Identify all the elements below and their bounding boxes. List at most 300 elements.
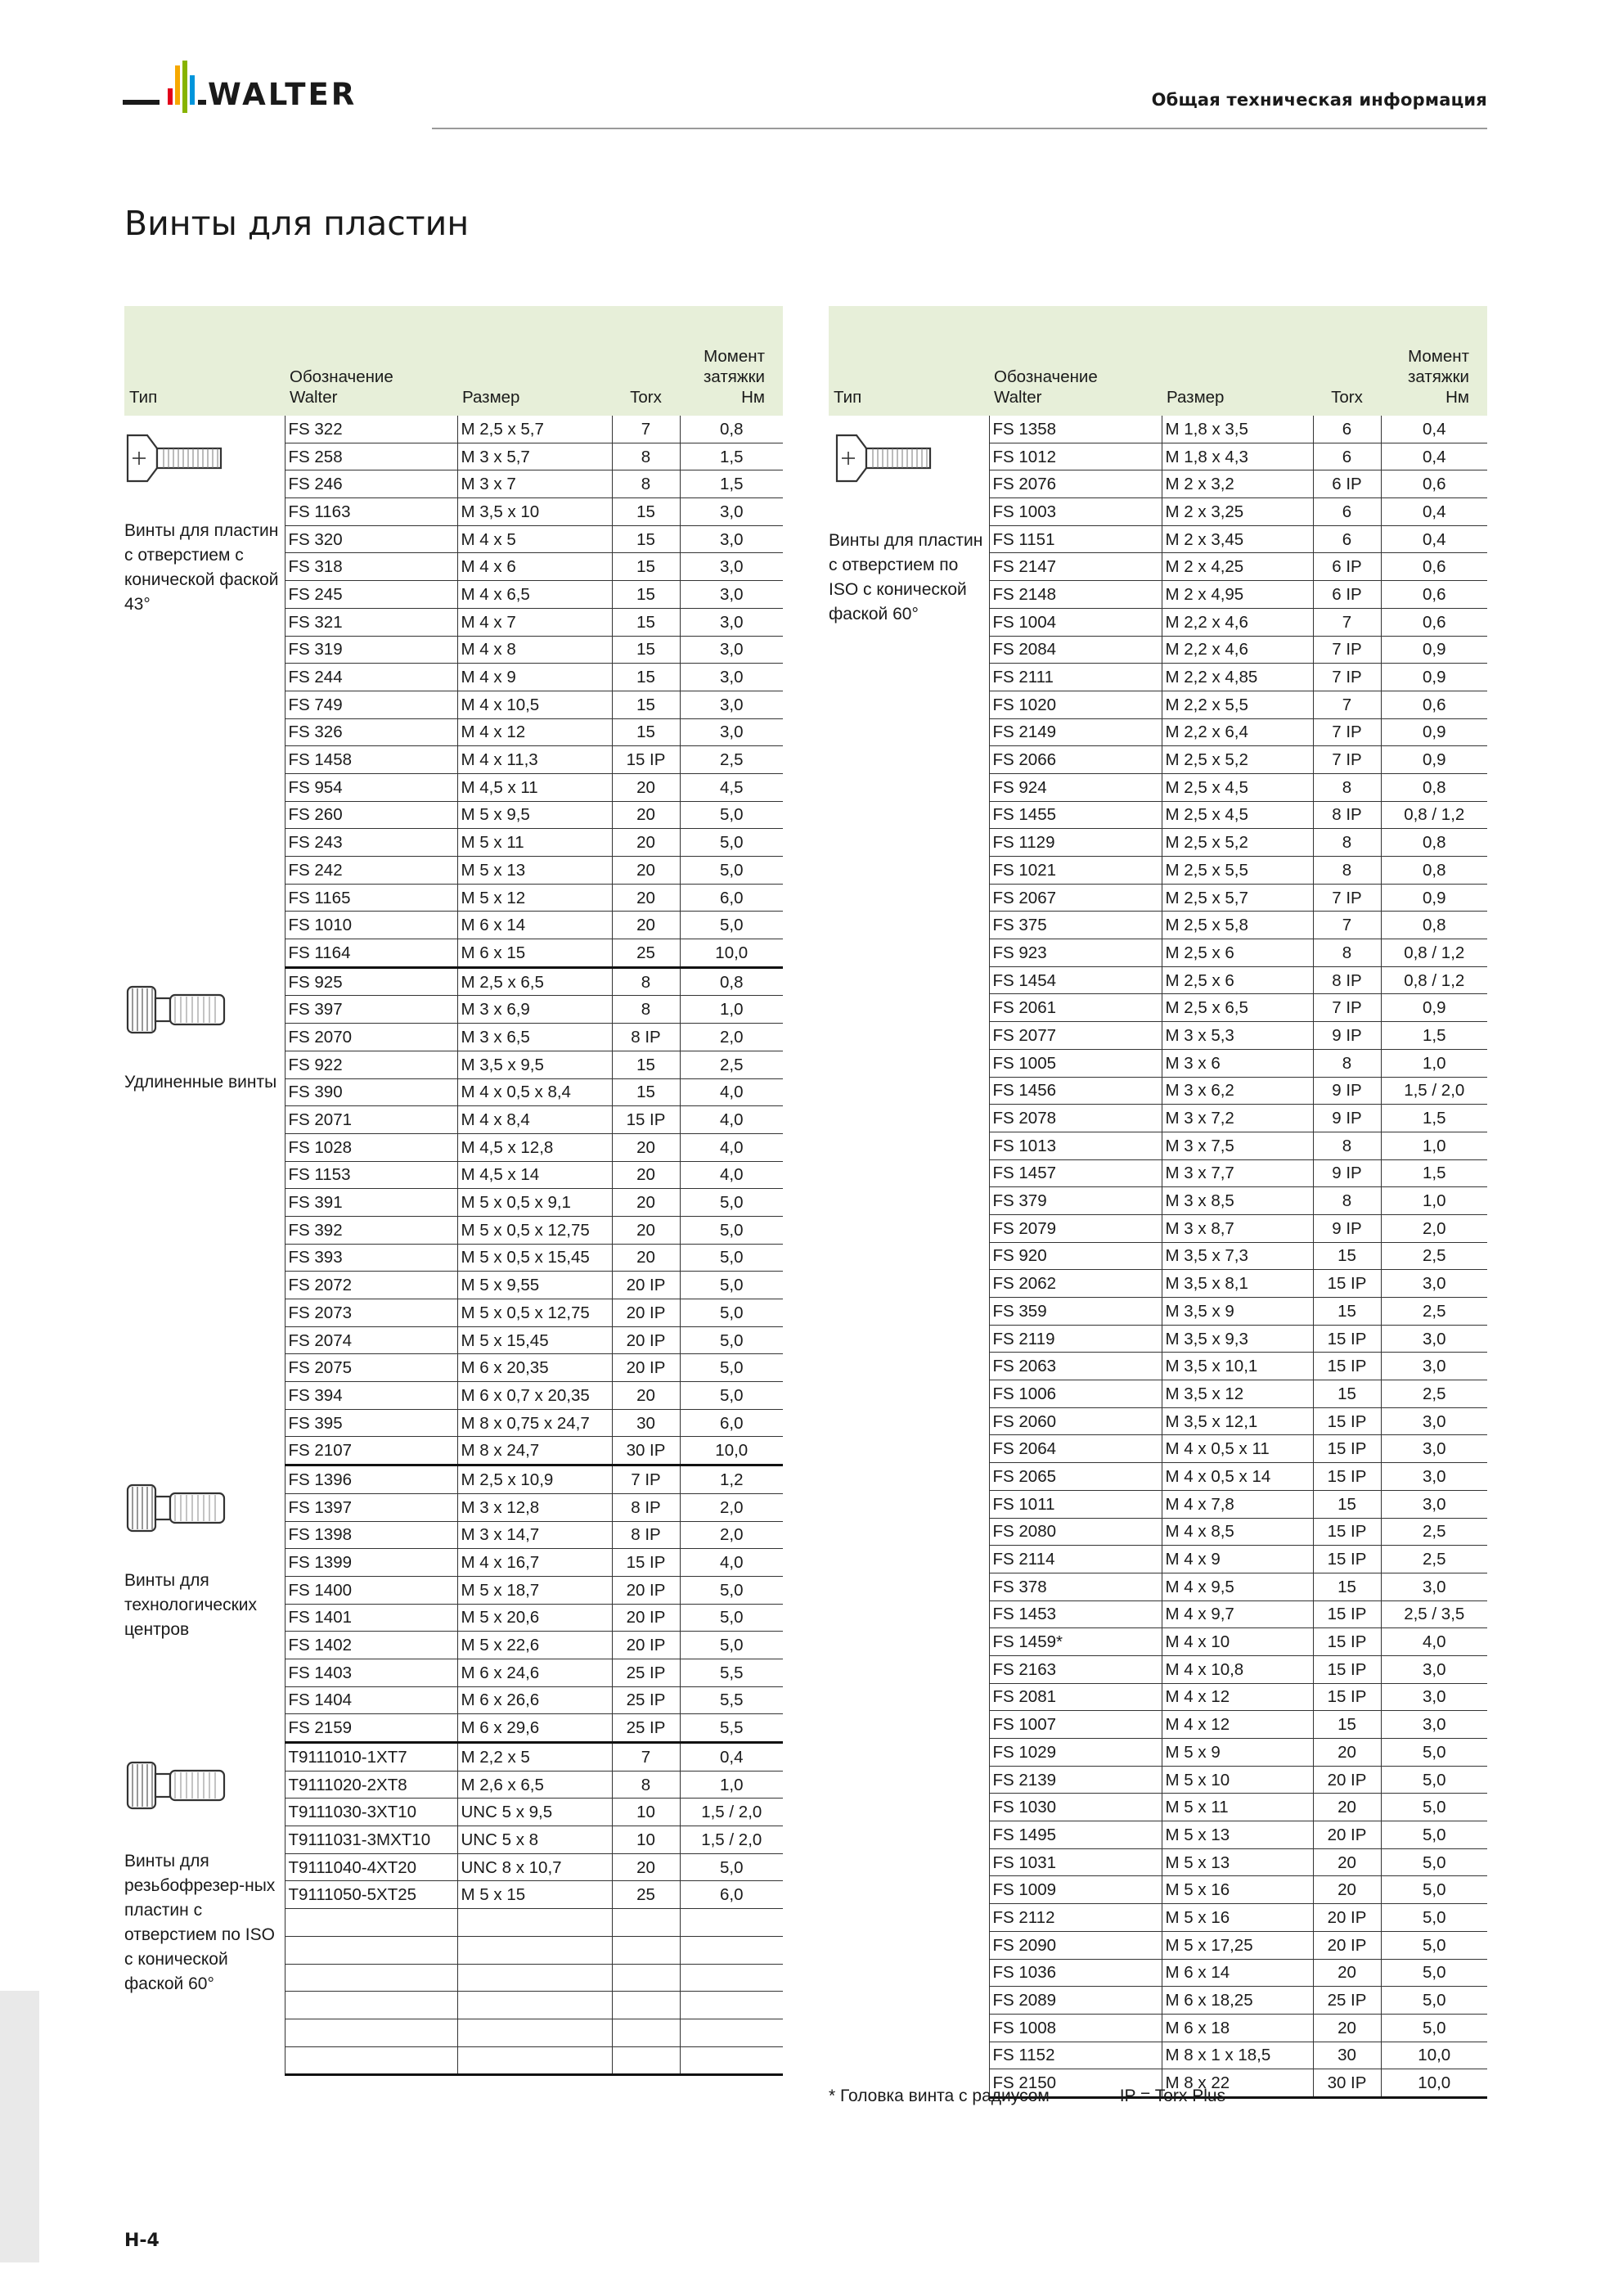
size-cell: M 6 x 14 (1162, 1959, 1313, 1987)
designation-cell (285, 1909, 457, 1937)
torx-cell: 15 (612, 581, 680, 609)
size-cell: M 2,5 x 6 (1162, 966, 1313, 994)
designation-cell: FS 1403 (285, 1659, 457, 1686)
moment-cell: 2,0 (680, 1521, 783, 1549)
designation-cell: FS 1456 (989, 1077, 1162, 1105)
screw-extended-icon (124, 979, 231, 1041)
designation-cell: FS 1006 (989, 1380, 1162, 1408)
moment-cell: 0,9 (1381, 664, 1487, 691)
size-cell: M 2,2 x 4,85 (1162, 664, 1313, 691)
type-label: Винты для технологических центров (124, 1570, 258, 1639)
designation-cell: FS 397 (285, 996, 457, 1024)
moment-cell: 5,0 (680, 857, 783, 885)
designation-cell: FS 2084 (989, 636, 1162, 664)
torx-cell: 9 IP (1313, 1214, 1381, 1242)
designation-cell: FS 245 (285, 581, 457, 609)
moment-cell: 0,8 / 1,2 (1381, 801, 1487, 829)
size-cell: M 5 x 10 (1162, 1766, 1313, 1794)
torx-cell: 15 (1313, 1711, 1381, 1739)
designation-cell: FS 1036 (989, 1959, 1162, 1987)
torx-cell: 20 IP (1313, 1766, 1381, 1794)
designation-cell: FS 2063 (989, 1353, 1162, 1380)
designation-cell: FS 2149 (989, 718, 1162, 746)
screw-iso-60-icon (829, 427, 935, 489)
torx-cell: 15 IP (1313, 1353, 1381, 1380)
moment-cell: 3,0 (1381, 1655, 1487, 1683)
designation-cell: FS 2066 (989, 746, 1162, 774)
size-cell: M 2,5 x 5,7 (457, 416, 612, 443)
designation-cell: FS 260 (285, 801, 457, 829)
torx-cell: 20 IP (612, 1272, 680, 1299)
torx-cell: 15 (612, 525, 680, 553)
header-designation: Обозначение Walter (989, 306, 1162, 416)
torx-cell: 20 (612, 1133, 680, 1161)
type-label: Винты для пластин с отверстием по ISO с конической фаской 60° (829, 531, 983, 624)
designation-cell: FS 1165 (285, 884, 457, 912)
header-size: Размер (1162, 306, 1313, 416)
size-cell: M 4 x 0,5 x 11 (1162, 1435, 1313, 1463)
size-cell: M 8 x 24,7 (457, 1437, 612, 1465)
torx-cell: 15 IP (612, 1549, 680, 1577)
designation-cell: FS 2074 (285, 1326, 457, 1354)
designation-cell: FS 2075 (285, 1354, 457, 1382)
designation-cell: FS 1398 (285, 1521, 457, 1549)
size-cell: M 2 x 3,45 (1162, 525, 1313, 553)
size-cell: M 5 x 13 (457, 857, 612, 885)
torx-cell: 15 IP (1313, 1435, 1381, 1463)
torx-cell: 6 (1313, 416, 1381, 443)
moment-cell: 2,5 (680, 746, 783, 774)
moment-cell: 5,0 (680, 801, 783, 829)
designation-cell: FS 925 (285, 967, 457, 996)
designation-cell: FS 1151 (989, 525, 1162, 553)
left-table-body (124, 416, 783, 2075)
torx-cell: 15 (612, 664, 680, 691)
size-cell: M 4,5 x 12,8 (457, 1133, 612, 1161)
size-cell: M 2,2 x 6,4 (1162, 718, 1313, 746)
table-header-row (829, 306, 1487, 416)
size-cell: M 1,8 x 4,3 (1162, 443, 1313, 470)
moment-cell: 2,5 (1381, 1380, 1487, 1408)
size-cell: M 8 x 0,75 x 24,7 (457, 1409, 612, 1437)
size-cell: M 3 x 7,2 (1162, 1105, 1313, 1132)
moment-cell: 1,5 / 2,0 (680, 1826, 783, 1854)
size-cell: M 2,2 x 5 (457, 1743, 612, 1772)
designation-cell: T9111031-3MXT10 (285, 1826, 457, 1854)
moment-cell: 5,0 (680, 1272, 783, 1299)
type-cell (829, 416, 989, 2097)
size-cell: M 2,5 x 10,9 (457, 1465, 612, 1494)
designation-cell: FS 322 (285, 416, 457, 443)
size-cell: M 5 x 0,5 x 15,45 (457, 1244, 612, 1272)
torx-cell: 20 (612, 1853, 680, 1881)
moment-cell: 3,0 (680, 691, 783, 718)
size-cell: M 5 x 11 (457, 829, 612, 857)
moment-cell: 3,0 (1381, 1711, 1487, 1739)
designation-cell (285, 2019, 457, 2046)
header-torx: Torx (612, 306, 680, 416)
torx-cell: 8 (1313, 1187, 1381, 1215)
header-type: Тип (124, 306, 285, 416)
size-cell: M 5 x 12 (457, 884, 612, 912)
moment-cell: 3,0 (680, 581, 783, 609)
size-cell: M 2,5 x 5,2 (1162, 746, 1313, 774)
moment-cell: 0,8 (680, 416, 783, 443)
torx-cell: 6 (1313, 525, 1381, 553)
torx-cell: 20 (612, 884, 680, 912)
type-label: Винты для пластин с отверстием с конической фаской 43° (124, 521, 279, 614)
torx-cell: 15 IP (612, 746, 680, 774)
size-cell: M 5 x 9 (1162, 1739, 1313, 1767)
torx-cell: 7 IP (1313, 664, 1381, 691)
designation-cell: FS 1129 (989, 829, 1162, 857)
size-cell: M 6 x 15 (457, 939, 612, 968)
designation-cell: FS 320 (285, 525, 457, 553)
torx-cell: 7 IP (1313, 636, 1381, 664)
size-cell: M 4 x 7,8 (1162, 1490, 1313, 1518)
designation-cell: FS 318 (285, 553, 457, 581)
designation-cell: FS 2077 (989, 1022, 1162, 1050)
moment-cell: 5,0 (680, 1299, 783, 1327)
moment-cell: 0,9 (1381, 746, 1487, 774)
designation-cell: FS 2061 (989, 994, 1162, 1022)
moment-cell: 1,5 (1381, 1159, 1487, 1187)
designation-cell: FS 246 (285, 470, 457, 498)
left-table-column (124, 306, 783, 2076)
designation-cell: FS 394 (285, 1382, 457, 1410)
designation-cell: T9111030-3XT10 (285, 1799, 457, 1826)
page-title: Винты для пластин (124, 204, 470, 244)
size-cell: M 5 x 15,45 (457, 1326, 612, 1354)
moment-cell: 1,2 (680, 1465, 783, 1494)
moment-cell (680, 1936, 783, 1964)
designation-cell: FS 922 (285, 1051, 457, 1078)
torx-cell: 8 (1313, 773, 1381, 801)
size-cell: M 6 x 0,7 x 20,35 (457, 1382, 612, 1410)
size-cell: M 5 x 9,5 (457, 801, 612, 829)
torx-cell: 20 (1313, 1848, 1381, 1876)
torx-cell: 25 IP (612, 1686, 680, 1714)
moment-cell: 5,0 (1381, 1876, 1487, 1904)
torx-cell: 15 (612, 636, 680, 664)
size-cell: M 5 x 0,5 x 12,75 (457, 1216, 612, 1244)
torx-cell: 7 IP (1313, 746, 1381, 774)
designation-cell: FS 1029 (989, 1739, 1162, 1767)
moment-cell: 1,5 (680, 443, 783, 470)
designation-cell: FS 923 (989, 939, 1162, 967)
designation-cell: FS 2079 (989, 1214, 1162, 1242)
torx-cell: 20 (612, 801, 680, 829)
torx-cell: 15 (612, 1078, 680, 1106)
designation-cell: FS 2078 (989, 1105, 1162, 1132)
moment-cell: 5,0 (680, 1604, 783, 1632)
moment-cell: 5,0 (1381, 1766, 1487, 1794)
moment-cell: 0,4 (1381, 416, 1487, 443)
torx-cell: 20 (1313, 1959, 1381, 1987)
torx-cell: 7 (1313, 691, 1381, 718)
size-cell: UNC 8 x 10,7 (457, 1853, 612, 1881)
header-torx: Torx (1313, 306, 1381, 416)
type-cell (124, 967, 285, 1465)
designation-cell: FS 375 (989, 912, 1162, 939)
size-cell: M 3,5 x 7,3 (1162, 1242, 1313, 1270)
size-cell: M 6 x 26,6 (457, 1686, 612, 1714)
torx-cell: 9 IP (1313, 1105, 1381, 1132)
torx-cell: 30 (1313, 2042, 1381, 2069)
designation-cell: FS 1399 (285, 1549, 457, 1577)
torx-cell: 8 (612, 443, 680, 470)
designation-cell: FS 924 (989, 773, 1162, 801)
moment-cell: 5,0 (680, 1382, 783, 1410)
designation-cell: FS 2150 (989, 2069, 1162, 2098)
designation-cell: FS 2148 (989, 581, 1162, 609)
moment-cell: 0,8 / 1,2 (1381, 966, 1487, 994)
page-number: H-4 (124, 2231, 160, 2251)
designation-cell: FS 2065 (989, 1463, 1162, 1491)
size-cell: M 3,5 x 9,3 (1162, 1325, 1313, 1353)
size-cell: M 3,5 x 12,1 (1162, 1407, 1313, 1435)
type-cell (124, 1465, 285, 1743)
torx-cell: 20 (612, 1244, 680, 1272)
size-cell: M 3 x 6,5 (457, 1024, 612, 1051)
size-cell: M 4 x 6,5 (457, 581, 612, 609)
designation-cell: FS 2071 (285, 1106, 457, 1134)
moment-cell: 5,5 (680, 1714, 783, 1743)
torx-cell: 20 (1313, 1876, 1381, 1904)
torx-cell: 20 (612, 1161, 680, 1189)
designation-cell: T9111020-2XT8 (285, 1771, 457, 1799)
designation-cell: FS 1009 (989, 1876, 1162, 1904)
designation-cell: FS 1400 (285, 1576, 457, 1604)
size-cell: M 4,5 x 14 (457, 1161, 612, 1189)
torx-cell: 15 (612, 553, 680, 581)
designation-cell: FS 1008 (989, 2014, 1162, 2042)
size-cell: M 4 x 12 (457, 718, 612, 746)
size-cell: M 4 x 10,8 (1162, 1655, 1313, 1683)
moment-cell: 10,0 (1381, 2069, 1487, 2098)
size-cell: M 6 x 24,6 (457, 1659, 612, 1686)
size-cell (457, 2019, 612, 2046)
designation-cell: FS 392 (285, 1216, 457, 1244)
designation-cell: FS 1020 (989, 691, 1162, 718)
moment-cell: 3,0 (680, 498, 783, 526)
size-cell: M 2,5 x 5,8 (1162, 912, 1313, 939)
screw-thread-milling-icon (124, 1754, 231, 1817)
moment-cell: 3,0 (1381, 1573, 1487, 1600)
torx-cell: 8 (612, 996, 680, 1024)
torx-cell: 20 (612, 1382, 680, 1410)
screw-countersunk-icon (124, 427, 231, 489)
header-divider (432, 128, 1487, 129)
designation-cell: FS 2060 (989, 1407, 1162, 1435)
left-screw-table (124, 306, 783, 2076)
torx-cell: 8 IP (612, 1024, 680, 1051)
designation-cell: FS 244 (285, 664, 457, 691)
size-cell: M 4 x 12 (1162, 1683, 1313, 1711)
moment-cell: 5,0 (680, 829, 783, 857)
designation-cell: FS 1028 (285, 1133, 457, 1161)
designation-cell: FS 2070 (285, 1024, 457, 1051)
moment-cell: 0,8 (1381, 773, 1487, 801)
torx-cell: 20 IP (612, 1604, 680, 1632)
moment-cell: 5,0 (680, 1326, 783, 1354)
right-table-column (829, 306, 1487, 2099)
size-cell: M 4 x 8,4 (457, 1106, 612, 1134)
moment-cell: 0,8 (1381, 829, 1487, 857)
moment-cell: 5,0 (680, 1632, 783, 1659)
size-cell: M 4 x 9,7 (1162, 1600, 1313, 1628)
header-title: Общая техническая информация (1151, 90, 1487, 110)
size-cell: M 2,5 x 6 (1162, 939, 1313, 967)
torx-cell (612, 1992, 680, 2019)
designation-cell: FS 1402 (285, 1632, 457, 1659)
torx-cell: 15 IP (612, 1106, 680, 1134)
torx-cell (612, 1909, 680, 1937)
torx-cell: 15 IP (1313, 1270, 1381, 1298)
moment-cell: 0,8 (1381, 857, 1487, 885)
designation-cell: FS 1012 (989, 443, 1162, 470)
torx-cell: 20 (1313, 1794, 1381, 1821)
moment-cell: 3,0 (1381, 1490, 1487, 1518)
torx-cell: 20 (612, 912, 680, 939)
size-cell: M 6 x 18,25 (1162, 1987, 1313, 2015)
designation-cell: FS 1454 (989, 966, 1162, 994)
torx-cell: 8 (612, 470, 680, 498)
torx-cell: 6 (1313, 443, 1381, 470)
moment-cell: 5,0 (680, 912, 783, 939)
size-cell: M 3 x 6,9 (457, 996, 612, 1024)
torx-cell: 25 (612, 1881, 680, 1909)
size-cell: M 3,5 x 10,1 (1162, 1353, 1313, 1380)
designation-cell: FS 326 (285, 718, 457, 746)
designation-cell (285, 1936, 457, 1964)
size-cell: M 4 x 7 (457, 608, 612, 636)
size-cell: M 4 x 0,5 x 8,4 (457, 1078, 612, 1106)
designation-cell: FS 242 (285, 857, 457, 885)
torx-cell: 7 IP (612, 1465, 680, 1494)
designation-cell: FS 1396 (285, 1465, 457, 1494)
moment-cell: 10,0 (680, 939, 783, 968)
torx-cell: 8 IP (1313, 801, 1381, 829)
moment-cell: 5,0 (1381, 2014, 1487, 2042)
designation-cell: FS 1152 (989, 2042, 1162, 2069)
moment-cell: 4,0 (680, 1549, 783, 1577)
torx-cell: 25 IP (612, 1659, 680, 1686)
torx-cell: 8 (1313, 829, 1381, 857)
torx-cell: 9 IP (1313, 1077, 1381, 1105)
torx-cell (612, 2019, 680, 2046)
size-cell: M 2 x 4,95 (1162, 581, 1313, 609)
designation-cell: FS 1004 (989, 608, 1162, 636)
torx-cell: 20 (612, 857, 680, 885)
table-row (829, 416, 1487, 443)
size-cell: M 1,8 x 3,5 (1162, 416, 1313, 443)
torx-cell: 15 (1313, 1298, 1381, 1326)
torx-cell: 15 IP (1313, 1546, 1381, 1573)
moment-cell: 2,5 (1381, 1298, 1487, 1326)
right-screw-table (829, 306, 1487, 2099)
designation-cell: T9111010-1XT7 (285, 1743, 457, 1772)
designation-cell: FS 378 (989, 1573, 1162, 1600)
moment-cell: 5,0 (1381, 1848, 1487, 1876)
size-cell: M 2,5 x 4,5 (1162, 801, 1313, 829)
size-cell: M 3 x 5,3 (1162, 1022, 1313, 1050)
torx-cell: 8 IP (612, 1493, 680, 1521)
moment-cell: 4,5 (680, 773, 783, 801)
moment-cell: 3,0 (680, 718, 783, 746)
torx-cell: 20 IP (1313, 1931, 1381, 1959)
torx-cell (612, 1964, 680, 1992)
designation-cell: FS 1459* (989, 1628, 1162, 1656)
designation-cell: FS 2147 (989, 553, 1162, 581)
moment-cell: 5,0 (1381, 1987, 1487, 2015)
size-cell: M 5 x 0,5 x 9,1 (457, 1189, 612, 1217)
designation-cell: FS 920 (989, 1242, 1162, 1270)
screw-machining-center-icon (124, 1477, 231, 1539)
size-cell: M 5 x 15 (457, 1881, 612, 1909)
size-cell: M 5 x 20,6 (457, 1604, 612, 1632)
torx-cell: 25 IP (612, 1714, 680, 1743)
designation-cell: FS 1007 (989, 1711, 1162, 1739)
designation-cell: FS 1030 (989, 1794, 1162, 1821)
size-cell: M 2,2 x 4,6 (1162, 608, 1313, 636)
torx-cell: 15 (1313, 1242, 1381, 1270)
torx-cell: 15 (1313, 1573, 1381, 1600)
moment-cell: 6,0 (680, 884, 783, 912)
designation-cell: FS 2114 (989, 1546, 1162, 1573)
designation-cell: FS 1005 (989, 1049, 1162, 1077)
torx-cell: 7 (1313, 912, 1381, 939)
torx-cell: 20 IP (612, 1354, 680, 1382)
moment-cell: 0,6 (1381, 470, 1487, 498)
size-cell: M 2 x 4,25 (1162, 553, 1313, 581)
size-cell: M 2 x 3,25 (1162, 498, 1313, 526)
moment-cell: 1,5 (1381, 1105, 1487, 1132)
torx-cell: 30 IP (1313, 2069, 1381, 2098)
size-cell: M 3 x 7,5 (1162, 1132, 1313, 1159)
table-row (124, 416, 783, 443)
moment-cell: 6,0 (680, 1409, 783, 1437)
torx-cell: 20 IP (612, 1299, 680, 1327)
designation-cell: FS 2076 (989, 470, 1162, 498)
torx-cell: 30 IP (612, 1437, 680, 1465)
size-cell: M 3,5 x 9 (1162, 1298, 1313, 1326)
torx-cell: 8 (612, 967, 680, 996)
moment-cell: 5,0 (1381, 1739, 1487, 1767)
moment-cell: 0,6 (1381, 608, 1487, 636)
designation-cell: FS 2080 (989, 1518, 1162, 1546)
torx-cell: 8 IP (612, 1521, 680, 1549)
designation-cell: FS 2090 (989, 1931, 1162, 1959)
walter-logo-icon (123, 59, 401, 116)
torx-cell: 9 IP (1313, 1022, 1381, 1050)
torx-cell: 20 (612, 1189, 680, 1217)
moment-cell: 2,0 (680, 1493, 783, 1521)
moment-cell: 0,8 (680, 967, 783, 996)
torx-cell: 7 (612, 416, 680, 443)
torx-cell: 15 IP (1313, 1600, 1381, 1628)
moment-cell: 0,4 (1381, 498, 1487, 526)
moment-cell: 0,4 (1381, 443, 1487, 470)
moment-cell (680, 2046, 783, 2075)
moment-cell: 1,5 (1381, 1022, 1487, 1050)
header-type: Тип (829, 306, 989, 416)
size-cell: M 4 x 9,5 (1162, 1573, 1313, 1600)
moment-cell: 4,0 (680, 1078, 783, 1106)
designation-cell: FS 2159 (285, 1714, 457, 1743)
size-cell: M 2,2 x 4,6 (1162, 636, 1313, 664)
torx-cell: 6 IP (1313, 553, 1381, 581)
